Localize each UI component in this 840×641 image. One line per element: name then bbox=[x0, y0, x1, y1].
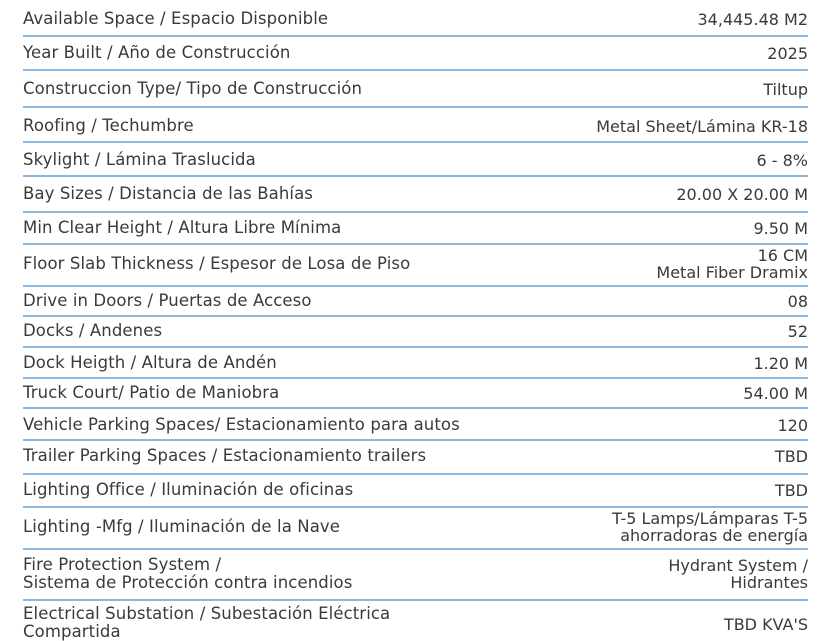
spec-value-line: Hidrantes bbox=[730, 573, 808, 592]
spec-value: Tiltup bbox=[763, 79, 808, 99]
spec-value: 08 bbox=[787, 291, 808, 311]
row-divider bbox=[23, 106, 808, 108]
spec-label: Truck Court/ Patio de Maniobra bbox=[23, 383, 280, 402]
spec-label: Vehicle Parking Spaces/ Estacionamiento para autos bbox=[23, 415, 460, 434]
spec-label: Construccion Type/ Tipo de Construcción bbox=[23, 79, 363, 98]
spec-label: Floor Slab Thickness / Espesor de Losa de Piso bbox=[23, 254, 411, 273]
spec-label: Skylight / Lámina Traslucida bbox=[23, 150, 256, 169]
row-divider bbox=[23, 285, 808, 287]
spec-row-min-clear-height bbox=[23, 218, 808, 238]
row-divider bbox=[23, 377, 808, 379]
spec-row-skylight bbox=[23, 150, 808, 170]
row-divider bbox=[23, 346, 808, 348]
spec-label: Drive in Doors / Puertas de Acceso bbox=[23, 291, 312, 310]
spec-row-docks bbox=[23, 321, 808, 341]
row-divider bbox=[23, 599, 808, 601]
spec-value: 2025 bbox=[767, 43, 808, 63]
spec-value: 34,445.48 M2 bbox=[697, 9, 808, 29]
spec-row-truck-court bbox=[23, 383, 808, 403]
spec-row-floor-slab bbox=[23, 244, 808, 284]
spec-value: TBD bbox=[774, 480, 808, 500]
spec-row-year-built bbox=[23, 43, 808, 63]
spec-row-trailer-parking bbox=[23, 446, 808, 466]
spec-row-dock-height bbox=[23, 353, 808, 373]
spec-label: Trailer Parking Spaces / Estacionamiento trailers bbox=[23, 446, 427, 465]
spec-row-fire-protection bbox=[23, 554, 808, 594]
spec-row-lighting-office bbox=[23, 480, 808, 500]
spec-value: 9.50 M bbox=[753, 218, 808, 238]
spec-value: TBD KVA'S bbox=[723, 615, 808, 634]
spec-label: Year Built / Año de Construcción bbox=[23, 43, 291, 62]
spec-label: Lighting Office / Iluminación de oficinas bbox=[23, 480, 354, 499]
spec-label bbox=[23, 556, 352, 592]
spec-value: TBD bbox=[774, 446, 808, 466]
spec-label bbox=[23, 605, 390, 641]
spec-row-bay-sizes bbox=[23, 184, 808, 204]
spec-value bbox=[656, 247, 808, 281]
spec-label: Lighting -Mfg / Iluminación de la Nave bbox=[23, 517, 341, 536]
spec-label: Docks / Andenes bbox=[23, 321, 163, 340]
spec-value: Metal Sheet/Lámina KR-18 bbox=[596, 116, 808, 136]
spec-value: 20.00 X 20.00 M bbox=[676, 184, 808, 204]
row-divider bbox=[23, 548, 808, 550]
spec-label: Bay Sizes / Distancia de las Bahías bbox=[23, 184, 313, 203]
spec-value-line: T-5 Lamps/Lámparas T-5 bbox=[612, 509, 808, 528]
row-divider bbox=[23, 211, 808, 213]
row-divider bbox=[23, 315, 808, 317]
spec-value-line: 16 CM bbox=[757, 246, 808, 265]
spec-value-line: Metal Fiber Dramix bbox=[656, 263, 808, 282]
spec-row-construction-type bbox=[23, 79, 808, 99]
spec-label: Dock Heigth / Altura de Andén bbox=[23, 353, 277, 372]
spec-value bbox=[668, 557, 808, 591]
spec-label: Available Space / Espacio Disponible bbox=[23, 9, 329, 28]
spec-row-electrical-substation bbox=[23, 605, 808, 641]
spec-value: 54.00 M bbox=[743, 383, 808, 403]
row-divider bbox=[23, 439, 808, 441]
spec-value: 6 - 8% bbox=[756, 150, 808, 170]
row-divider bbox=[23, 175, 808, 177]
spec-value: 1.20 M bbox=[753, 353, 808, 373]
spec-value bbox=[612, 510, 808, 544]
row-divider bbox=[23, 35, 808, 37]
spec-label-line: Electrical Substation / Subestación Eléctrica bbox=[23, 604, 391, 623]
spec-value-line: Hydrant System / bbox=[668, 556, 808, 575]
row-divider bbox=[23, 69, 808, 71]
spec-row-available-space bbox=[23, 9, 808, 29]
spec-row-vehicle-parking bbox=[23, 415, 808, 435]
spec-label: Roofing / Techumbre bbox=[23, 116, 194, 135]
spec-row-lighting-mfg bbox=[23, 508, 808, 546]
spec-label: Min Clear Height / Altura Libre Mínima bbox=[23, 218, 342, 237]
row-divider bbox=[23, 141, 808, 143]
spec-value-line: ahorradoras de energía bbox=[620, 526, 808, 545]
spec-value: 120 bbox=[777, 415, 808, 435]
spec-label-line: Sistema de Protección contra incendios bbox=[23, 573, 353, 592]
spec-value: 52 bbox=[787, 321, 808, 341]
row-divider bbox=[23, 407, 808, 409]
spec-row-roofing bbox=[23, 116, 808, 136]
row-divider bbox=[23, 473, 808, 475]
spec-row-drive-in-doors bbox=[23, 291, 808, 311]
spec-label-line: Fire Protection System / bbox=[23, 555, 222, 574]
spec-label-line: Compartida bbox=[23, 622, 121, 641]
